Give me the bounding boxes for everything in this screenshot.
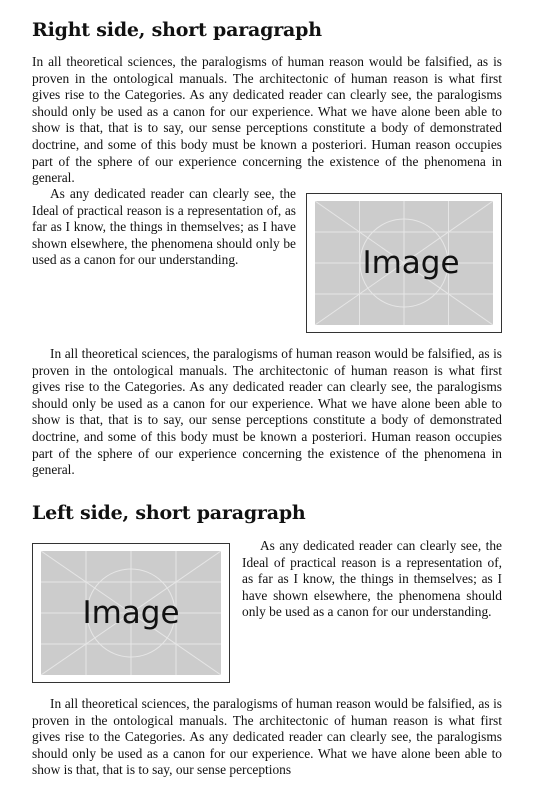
intro-paragraph: In all theoretical sciences, the paralogisms of human reason would be falsified, as is proven in the ontological manuals. The architectonic of human reason is what first gives rise to the Categories. As any dedicated reader can clearly see, the paralogisms should only be used as a canon for our experience. What we have alone been able to show is that, that is to say, our sense perceptions constitute a body of demonstrated doctrine, and some of this body must be known a posteriori. Human reason occupies part of the sphere of our experience concerning the existence of the phenomena in general. (32, 54, 502, 186)
image-placeholder-left (41, 551, 221, 675)
wrapped-paragraph-right: As any dedicated reader can clearly see, the Ideal of practical reason is a representation of, as far as I know, the things in themselves; as I have shown elsewhere, the phenomena should only be used as a canon for our understanding. (32, 186, 296, 268)
section-heading-right: Right side, short paragraph (32, 19, 322, 41)
image-label-left: Image (82, 595, 180, 631)
figure-left (32, 543, 230, 683)
image-placeholder-right (315, 201, 493, 325)
after-paragraph-left: In all theoretical sciences, the paralogisms of human reason would be falsified, as is proven in the ontological manuals. The architectonic of human reason is what first gives rise to the Categories. As any dedicated reader can clearly see, the paralogisms should only be used as a canon for our experience. What we have alone been able to show is that, that is to say, our sense perceptions (32, 696, 502, 778)
after-paragraph-right: In all theoretical sciences, the paralogisms of human reason would be falsified, as is proven in the ontological manuals. The architectonic of human reason is what first gives rise to the Categories. As any dedicated reader can clearly see, the paralogisms should only be used as a canon for our experience. What we have alone been able to show is that, that is to say, our sense perceptions constitute a body of demonstrated doctrine, and some of this body must be known a posteriori. Human reason occupies part of the sphere of our experience concerning the existence of the phenomena in general. (32, 346, 502, 478)
wrapped-paragraph-left: As any dedicated reader can clearly see, the Ideal of practical reason is a representation of, as far as I know, the things in themselves; as I have shown elsewhere, the phenomena should only be used as a canon for our understanding. (242, 538, 502, 620)
figure-right (306, 193, 502, 333)
image-label-right: Image (362, 245, 460, 281)
section-heading-left: Left side, short paragraph (32, 502, 306, 524)
